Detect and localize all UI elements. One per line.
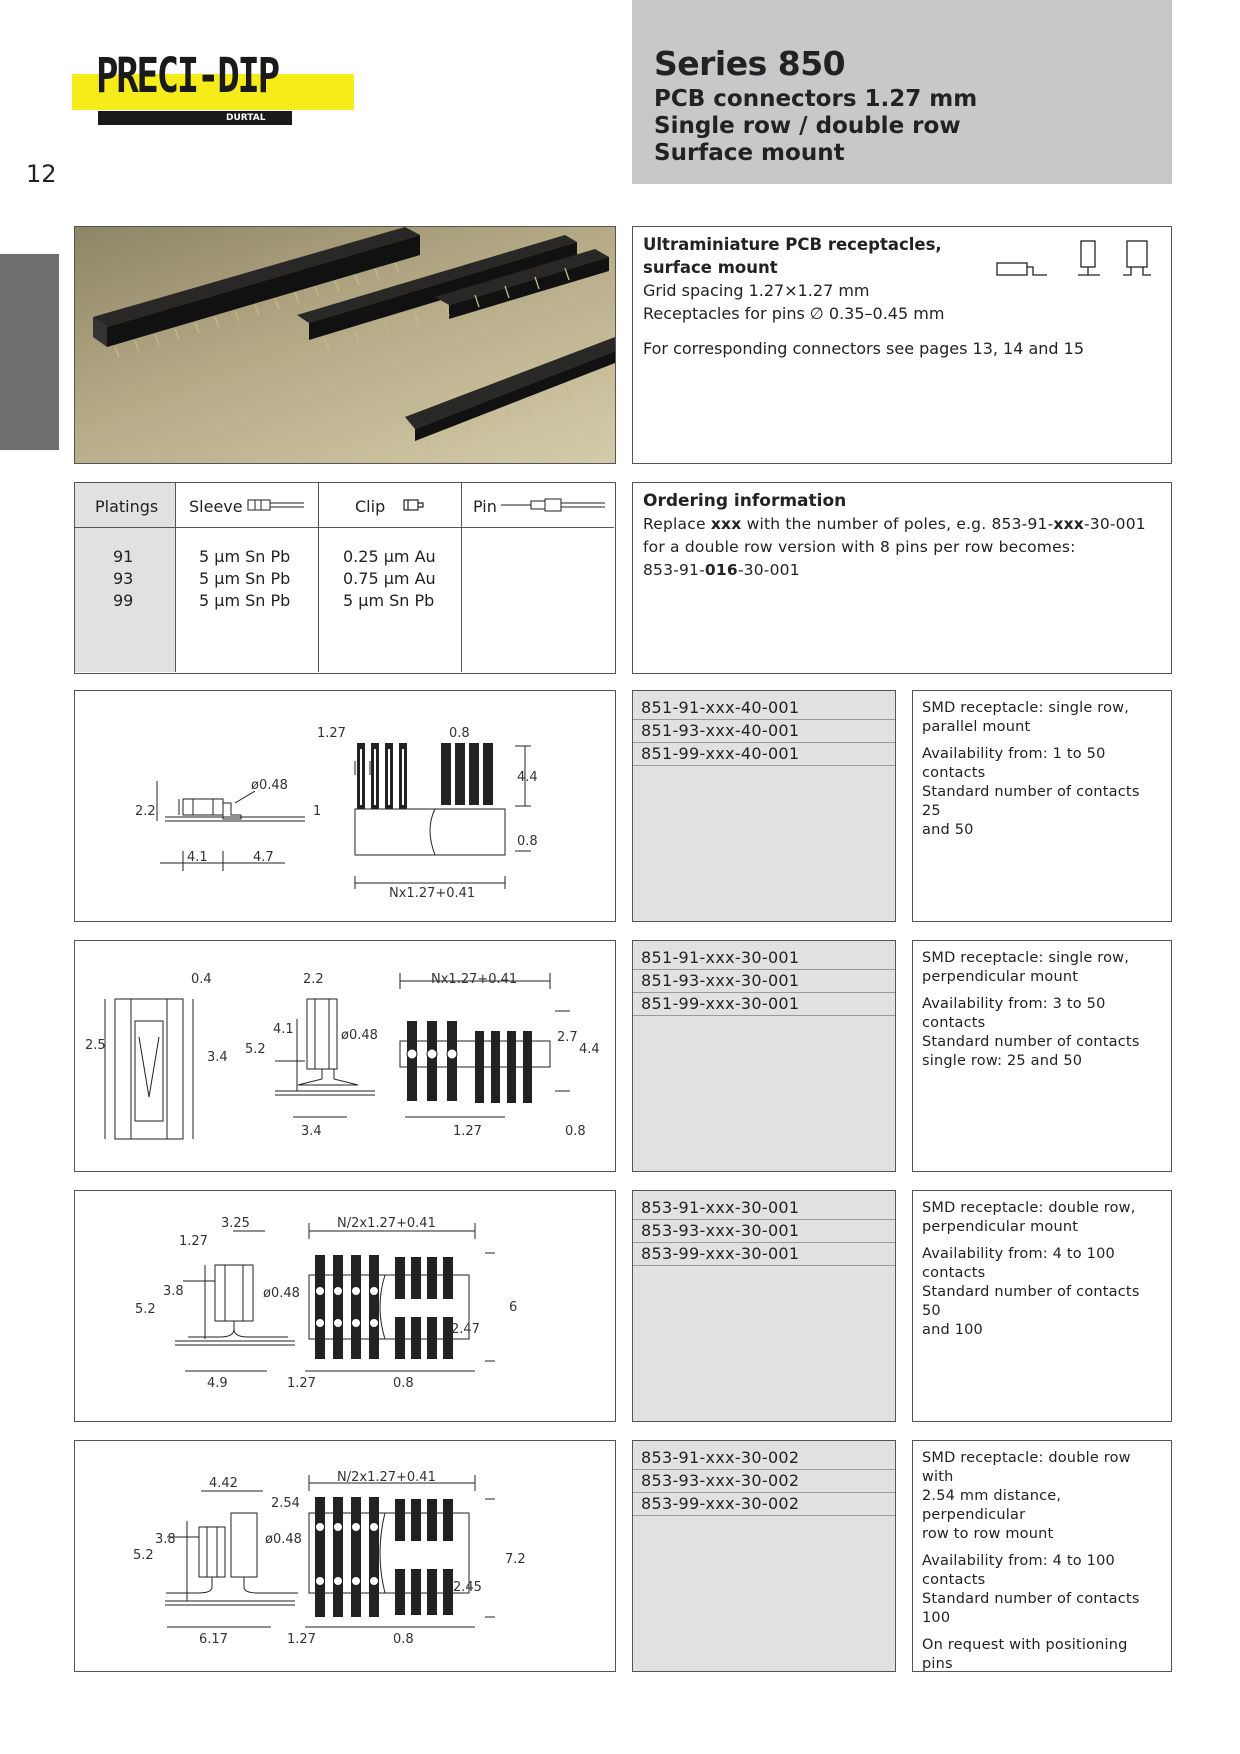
plating-code: 91 (113, 547, 134, 566)
desc-line: Availability from: 1 to 50 contacts (922, 746, 1106, 781)
plating-sleeve: 5 µm Sn Pb (199, 569, 291, 588)
desc-line: single row: 25 and 50 (922, 1053, 1083, 1069)
dim-a: 0.4 (191, 972, 212, 987)
dim-length: Nx1.27+0.41 (431, 972, 518, 987)
dim-h1: 2.2 (135, 804, 156, 819)
product-drawing-2 (74, 940, 616, 1172)
dim-length: N/2x1.27+0.41 (337, 1216, 436, 1231)
desc-line: 2.54 mm distance, perpendicular (922, 1488, 1062, 1523)
connector-strip-1 (93, 227, 420, 347)
intro-corresponding: For corresponding connectors see pages 13, 14 and 15 (643, 339, 1085, 358)
clip-icon (403, 498, 425, 512)
dim-c: 3.4 (207, 1050, 228, 1065)
desc-line: Availability from: 4 to 100 (922, 1246, 1115, 1262)
platings-table (74, 482, 616, 674)
logo-brand-text: PRECI-DIP (96, 48, 278, 104)
dim-h2: 1 (313, 804, 322, 819)
series-line3: Surface mount (654, 140, 845, 166)
desc-line: contacts (922, 1265, 986, 1281)
dim-g: ø0.48 (341, 1028, 378, 1043)
intro-title2: surface mount (643, 258, 778, 277)
product-code: 853-91-xxx-30-002 (633, 1447, 895, 1470)
pin-icon (499, 498, 609, 512)
intro-receptacles: Receptacles for pins ∅ 0.35–0.45 mm (643, 304, 945, 323)
plating-clip: 0.75 µm Au (343, 569, 436, 588)
pin-header: Pin (473, 497, 497, 516)
dim-x: 2.7 (557, 1030, 578, 1045)
desc-line: Standard number of contacts 100 (922, 1591, 1140, 1626)
desc-line: SMD receptacle: single row, (922, 700, 1130, 716)
ordering-box (632, 482, 1172, 674)
sleeve-icon (247, 497, 307, 513)
ordering-line1: Replace xxx with the number of poles, e.g. 853-91-xxx-30-001 (643, 515, 1146, 533)
desc-line: On request with positioning pins (922, 1637, 1128, 1672)
dim-thickness: 0.8 (517, 834, 538, 849)
dim-y: 4.4 (579, 1042, 600, 1057)
product-code: 853-99-xxx-30-001 (633, 1243, 895, 1266)
dim-b: 2.54 (271, 1496, 300, 1511)
series-header (632, 0, 1172, 184)
dim-row: 2.47 (451, 1322, 480, 1337)
dim-b: 1.27 (179, 1234, 208, 1249)
dim-l2: 4.7 (253, 850, 274, 865)
dim-width: 0.8 (449, 726, 470, 741)
mount-type-icons (993, 237, 1163, 281)
sleeve-header: Sleeve (189, 497, 243, 516)
dim-e: ø0.48 (265, 1532, 302, 1547)
dim-d: 5.2 (133, 1548, 154, 1563)
connector-strip-4 (405, 337, 615, 441)
dim-diameter: ø0.48 (251, 778, 288, 793)
dim-row: 2.45 (453, 1580, 482, 1595)
desc-line: contacts (922, 1572, 986, 1588)
dim-f: 6.17 (199, 1632, 228, 1647)
desc-line: Standard number of contacts 25 (922, 784, 1140, 819)
desc-line: SMD receptacle: single row, (922, 950, 1130, 966)
dim-width: 0.8 (565, 1124, 586, 1139)
logo-sub-text: DURTAL (226, 113, 266, 123)
section-tab (0, 254, 59, 450)
ordering-line3: 853-91-016-30-001 (643, 561, 800, 579)
intro-spacing: Grid spacing 1.27×1.27 mm (643, 281, 870, 300)
series-line1: PCB connectors 1.27 mm (654, 86, 978, 112)
product-code: 853-99-xxx-30-002 (633, 1493, 895, 1516)
desc-line: and 50 (922, 822, 974, 838)
ordering-line2: for a double row version with 8 pins per row becomes: (643, 538, 1076, 556)
dim-height: 6 (509, 1300, 518, 1315)
desc-line: Availability from: 4 to 100 (922, 1553, 1115, 1569)
dim-height: 4.4 (517, 770, 538, 785)
desc-line: SMD receptacle: double row, (922, 1200, 1136, 1216)
page-number: 12 (26, 160, 57, 188)
product-code: 853-93-xxx-30-001 (633, 1220, 895, 1243)
dim-d: 2.2 (303, 972, 324, 987)
dim-c: 3.8 (155, 1532, 176, 1547)
product-code: 851-91-xxx-30-001 (633, 947, 895, 970)
platings-header: Platings (95, 497, 159, 516)
dim-pitch: 1.27 (453, 1124, 482, 1139)
product-photo (74, 226, 616, 464)
plating-clip: 0.25 µm Au (343, 547, 436, 566)
series-title: Series 850 (654, 44, 846, 83)
product-desc-1 (912, 690, 1172, 922)
desc-line: Standard number of contacts (922, 1034, 1140, 1050)
desc-line: row to row mount (922, 1526, 1054, 1542)
product-desc-3 (912, 1190, 1172, 1422)
desc-line: perpendicular mount (922, 969, 1079, 985)
desc-line: perpendicular mount (922, 1219, 1079, 1235)
product-desc-4 (912, 1440, 1172, 1672)
dim-b: 2.5 (85, 1038, 106, 1053)
ordering-title: Ordering information (643, 491, 847, 511)
product-code: 851-99-xxx-40-001 (633, 743, 895, 766)
product-drawing-4 (74, 1440, 616, 1672)
product-code: 851-93-xxx-30-001 (633, 970, 895, 993)
plating-sleeve: 5 µm Sn Pb (199, 547, 291, 566)
product-codes-2 (632, 940, 896, 1172)
logo (72, 48, 354, 126)
intro-title1: Ultraminiature PCB receptacles, (643, 235, 942, 254)
dim-e: 4.1 (273, 1022, 294, 1037)
dim-a: 3.25 (221, 1216, 250, 1231)
product-drawing-3 (74, 1190, 616, 1422)
dim-d: 5.2 (135, 1302, 156, 1317)
product-code: 851-91-xxx-40-001 (633, 697, 895, 720)
dim-length: Nx1.27+0.41 (389, 886, 476, 901)
product-codes-4 (632, 1440, 896, 1672)
product-codes-1 (632, 690, 896, 922)
dim-c: 3.8 (163, 1284, 184, 1299)
dim-f: 4.9 (207, 1376, 228, 1391)
desc-line: SMD receptacle: double row with (922, 1450, 1131, 1485)
desc-line: parallel mount (922, 719, 1031, 735)
product-code: 853-93-xxx-30-002 (633, 1470, 895, 1493)
product-codes-3 (632, 1190, 896, 1422)
series-line2: Single row / double row (654, 113, 961, 139)
intro-box (632, 226, 1172, 464)
dim-pitch: 1.27 (287, 1376, 316, 1391)
dim-length: N/2x1.27+0.41 (337, 1470, 436, 1485)
clip-header: Clip (355, 497, 386, 516)
product-code: 853-91-xxx-30-001 (633, 1197, 895, 1220)
dim-l1: 4.1 (187, 850, 208, 865)
dim-pitch: 1.27 (317, 726, 346, 741)
desc-line: and 100 (922, 1322, 983, 1338)
dim-pitch: 1.27 (287, 1632, 316, 1647)
plating-code: 99 (113, 591, 134, 610)
desc-line: Availability from: 3 to 50 contacts (922, 996, 1106, 1031)
dim-width: 0.8 (393, 1632, 414, 1647)
plating-clip: 5 µm Sn Pb (343, 591, 435, 610)
dim-a: 4.42 (209, 1476, 238, 1491)
dim-h: 3.4 (301, 1124, 322, 1139)
desc-line: Standard number of contacts 50 (922, 1284, 1140, 1319)
connectors-illustration (75, 227, 615, 463)
plating-code: 93 (113, 569, 134, 588)
dim-width: 0.8 (393, 1376, 414, 1391)
dim-height: 7.2 (505, 1552, 526, 1567)
dim-f: 5.2 (245, 1042, 266, 1057)
product-drawing-1 (74, 690, 616, 922)
dim-e: ø0.48 (263, 1286, 300, 1301)
product-code: 851-93-xxx-40-001 (633, 720, 895, 743)
product-code: 851-99-xxx-30-001 (633, 993, 895, 1016)
plating-sleeve: 5 µm Sn Pb (199, 591, 291, 610)
product-desc-2 (912, 940, 1172, 1172)
